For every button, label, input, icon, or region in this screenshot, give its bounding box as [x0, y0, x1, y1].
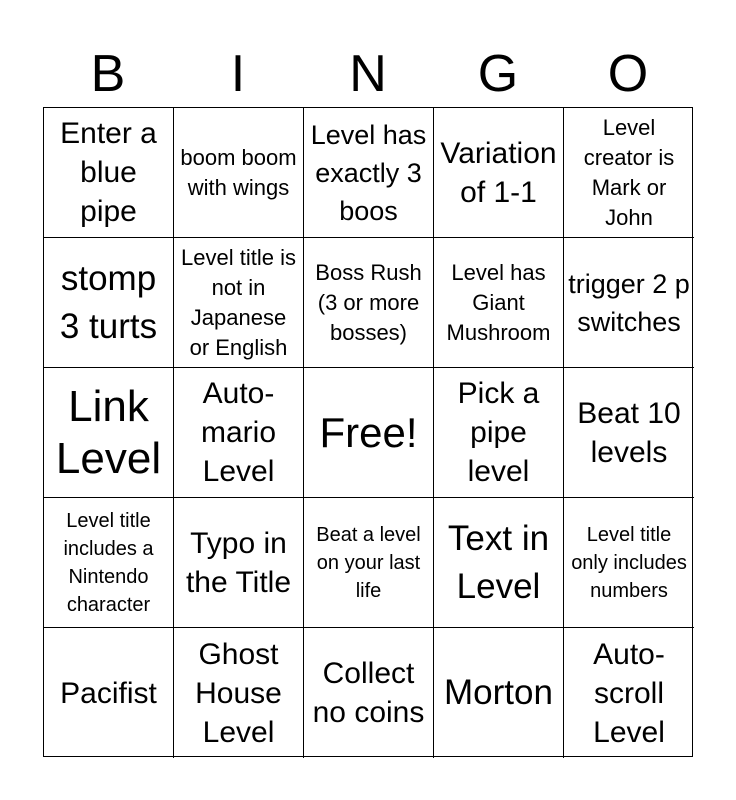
bingo-cell[interactable]: Pacifist [44, 628, 174, 758]
header-letter-i: I [230, 45, 246, 103]
bingo-cell[interactable]: Ghost House Level [174, 628, 304, 758]
bingo-cell[interactable]: Level has Giant Mushroom [434, 238, 564, 368]
bingo-cell[interactable]: Beat a level on your last life [304, 498, 434, 628]
bingo-cell[interactable]: Beat 10 levels [564, 368, 694, 498]
bingo-cell[interactable]: Level creator is Mark or John [564, 108, 694, 238]
header-letter-b: B [90, 45, 126, 103]
bingo-cell[interactable]: Auto-mario Level [174, 368, 304, 498]
bingo-cell[interactable]: boom boom with wings [174, 108, 304, 238]
bingo-cell[interactable]: Typo in the Title [174, 498, 304, 628]
bingo-cell[interactable]: Level title includes a Nintendo character [44, 498, 174, 628]
bingo-cell[interactable]: stomp 3 turts [44, 238, 174, 368]
bingo-cell[interactable]: Auto-scroll Level [593, 637, 665, 749]
bingo-cell[interactable]: Morton [434, 628, 564, 758]
bingo-cell[interactable]: Collect no coins [304, 628, 434, 758]
bingo-cell[interactable]: Link Level [44, 368, 174, 498]
bingo-cell[interactable]: trigger 2 p switches [564, 238, 694, 368]
bingo-cell[interactable]: Level has exactly 3 boos [304, 108, 434, 238]
bingo-cell[interactable]: Enter a blue pipe [44, 108, 174, 238]
bingo-cell[interactable]: Boss Rush (3 or more bosses) [304, 238, 434, 368]
header-letter-n: N [349, 45, 387, 103]
free-space-cell[interactable]: Free! [304, 368, 434, 498]
bingo-cell[interactable]: Pick a pipe level [434, 368, 564, 498]
bingo-cell[interactable]: Level title only includes numbers [564, 498, 694, 628]
bingo-cell[interactable]: Text in Level [434, 498, 564, 628]
header-letter-g: G [477, 45, 519, 103]
bingo-header [43, 40, 693, 108]
bingo-cell[interactable]: Level title is not in Japanese or English [174, 238, 304, 368]
header-letter-o: O [607, 45, 649, 103]
bingo-card-grid [43, 107, 693, 757]
bingo-cell[interactable]: Variation of 1-1 [434, 108, 564, 238]
